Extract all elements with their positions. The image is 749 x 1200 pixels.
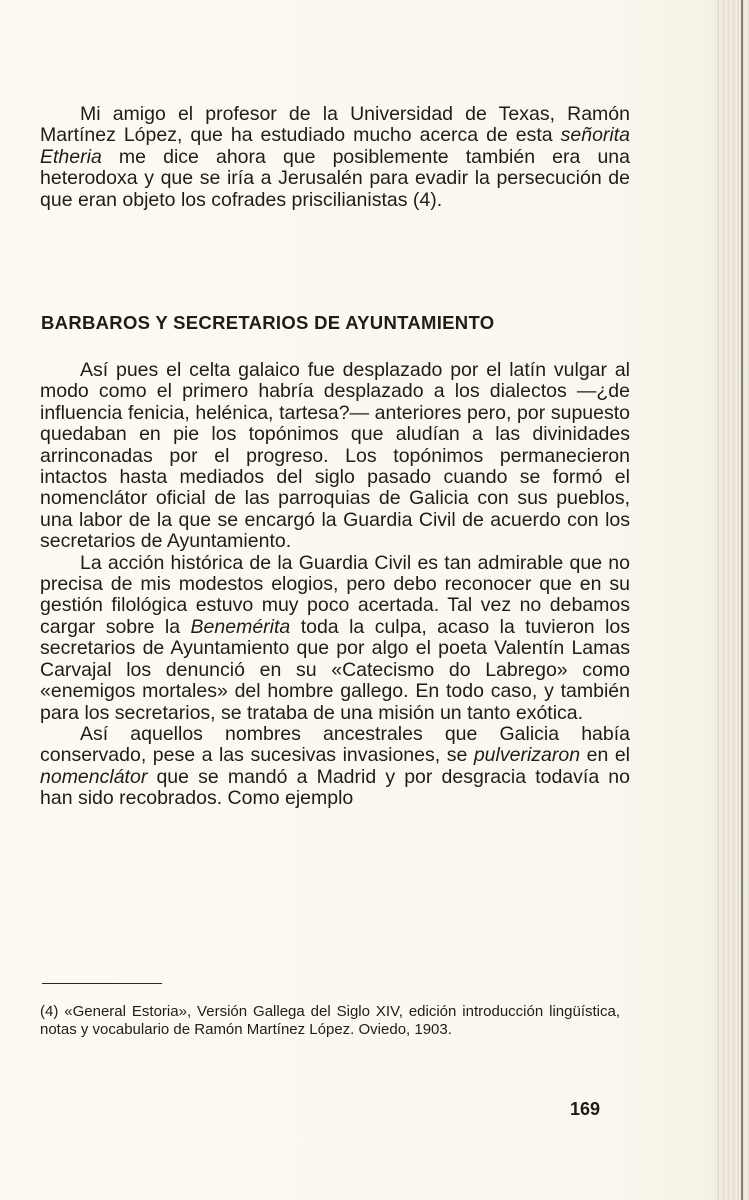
book-binding-edge (715, 0, 749, 1200)
italic-span: señorita Etheria (40, 124, 630, 168)
footnote: (4) «General Estoria», Versión Gallega del Siglo XIV, edición introducción lingüística, notas y vocabulario de Ramón Martínez López. Oviedo, 1903. (40, 1003, 620, 1038)
text-span: en el (580, 744, 631, 767)
text-span: Así aquellos nombres ancestrales que Galicia había conservado, pese a las sucesivas invasiones, se (40, 722, 630, 767)
text-span: La acción histórica de la Guardia Civil es tan admirable que no precisa de mis modestos elogios, pero debo reconocer que en su gestión filológica estuvo muy poco acertada. Tal vez no debamos cargar sobre la (40, 551, 630, 638)
text-span: que se mandó a Madrid y por desgracia todavía no han sido recobrados. Como ejemplo (40, 765, 630, 810)
italic-span: nomenclátor (40, 765, 148, 788)
section-heading: BARBAROS Y SECRETARIOS DE AYUNTAMIENTO (41, 312, 495, 333)
footnote-divider (42, 983, 162, 984)
paragraph (40, 104, 630, 211)
paragraph (40, 360, 630, 553)
text-span: Así pues el celta galaico fue desplazado por el latín vulgar al modo como el primero habría desplazado a los dialectos —¿de influencia fenicia, helénica, tartesa?— anteriores pero, por supuesto quedaban en pie los topónimos que aludían a las divinidades arrinconadas por el progreso. Los topónimos permanecieron intactos hasta mediados del siglo pasado cuando se formó el nomenclátor oficial de las parroquias de Galicia con sus pueblos, una labor de la que se encargó la Guardia Civil de acuerdo con los secretarios de Ayuntamiento. (40, 359, 630, 553)
opening-paragraph-block (40, 104, 630, 211)
italic-span: Benemérita (190, 615, 291, 638)
text-span: me dice ahora que posiblemente también era una heterodoxa y que se iría a Jerusalén para evadir la persecución de que eran objeto los cofrades priscilianistas (4). (40, 145, 630, 211)
page-number: 169 (570, 1099, 601, 1119)
section-body-block (40, 360, 630, 810)
binding-shadow-line (741, 0, 743, 1200)
paragraph (40, 553, 630, 724)
text-span: toda la culpa, acaso la tuvieron los secretarios de Ayuntamiento que por algo el poeta Valentín Lamas Carvajal los denunció en su «Catecismo do Labrego» como «enemigos mortales» del hombre gallego. En todo caso, y también para los secretarios, se trataba de una misión un tanto exótica. (40, 615, 630, 724)
paragraph (40, 724, 630, 810)
italic-span: pulverizaron (473, 744, 581, 767)
text-span: Mi amigo el profesor de la Universidad de Texas, Ramón Martínez López, que ha estudiado mucho acerca de esta (40, 103, 630, 147)
